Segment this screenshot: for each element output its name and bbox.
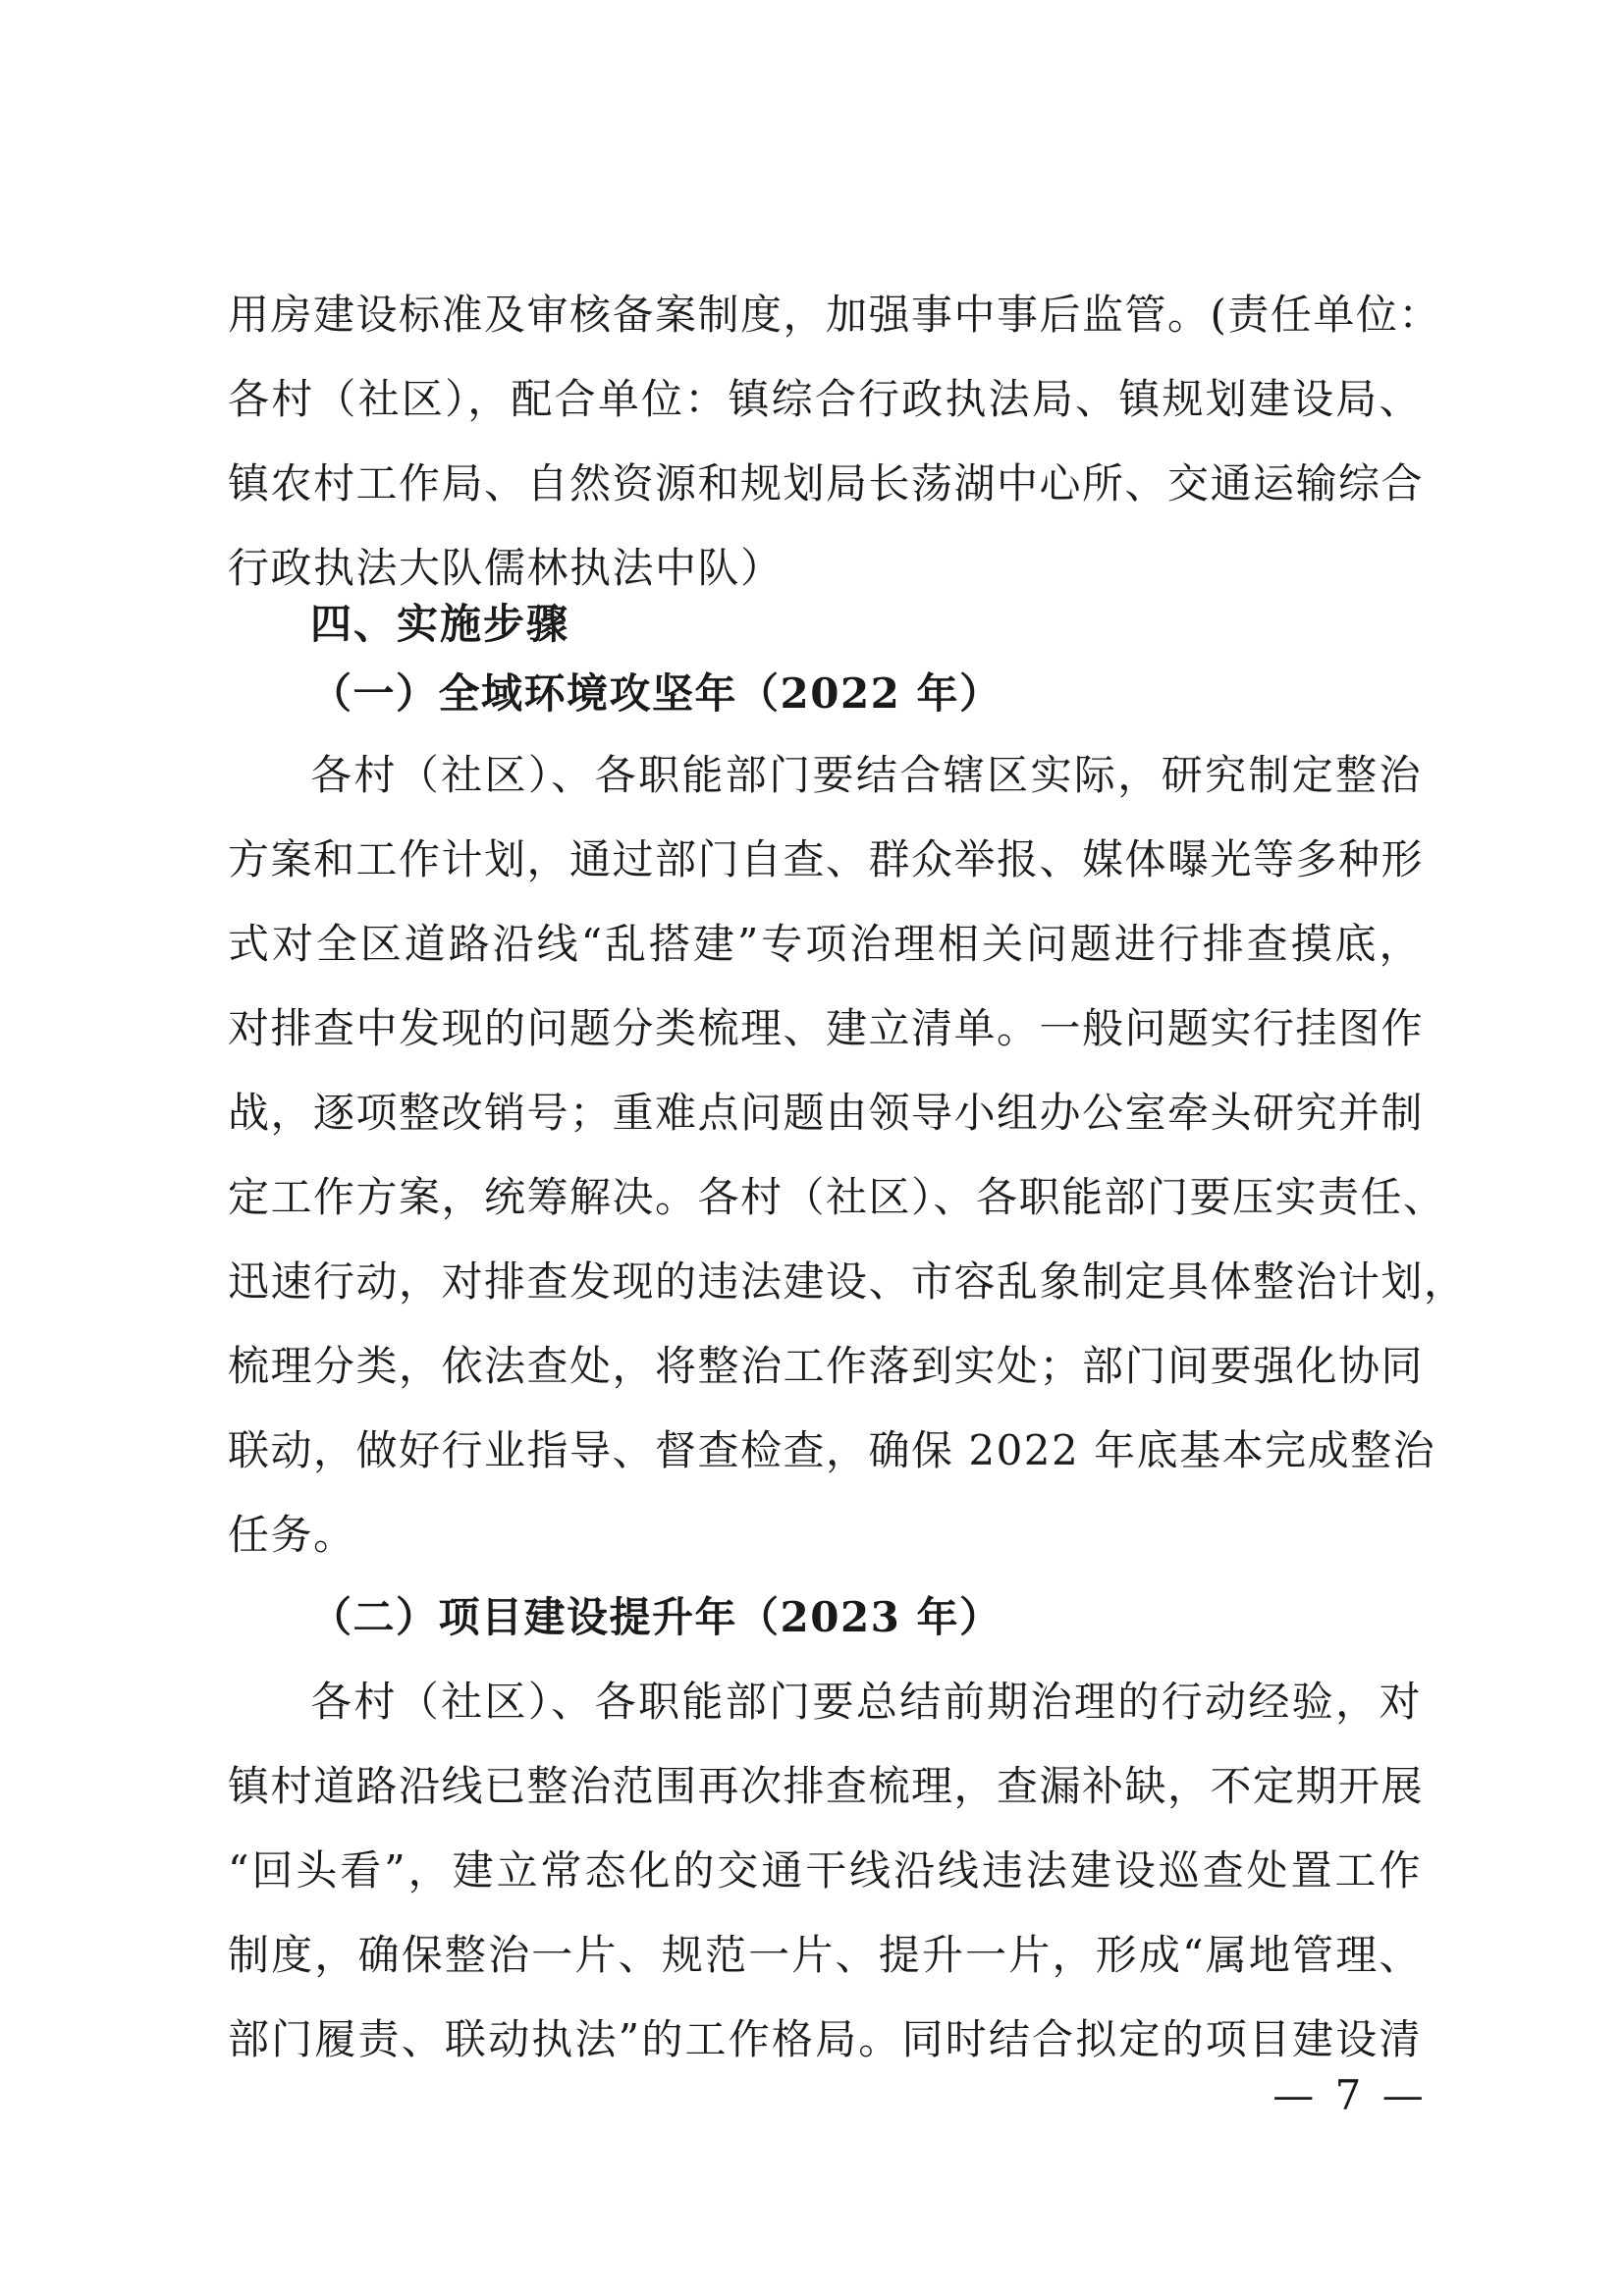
- body-line: 任务。: [228, 1511, 356, 1559]
- body-line: 用房建设标准及审核备案制度，加强事中事后监管。(责任单位：: [228, 291, 1441, 339]
- body-line: 式对全区道路沿线“乱搭建”专项治理相关问题进行排查摸底，: [228, 920, 1422, 968]
- subsection-heading: （一）全域环境攻坚年（2022 年）: [310, 669, 1002, 718]
- body-line: 梳理分类，依法查处，将整治工作落到实处；部门间要强化协同: [228, 1342, 1425, 1390]
- body-line: 迅速行动，对排查发现的违法建设、市容乱象制定具体整治计划，: [228, 1257, 1467, 1306]
- section-heading: 四、实施步骤: [310, 600, 570, 648]
- body-line: 部门履责、联动执法”的工作格局。同时结合拟定的项目建设清: [228, 2015, 1422, 2063]
- body-line: 制度，确保整治一片、规范一片、提升一片，形成“属地管理、: [228, 1931, 1422, 1979]
- subsection-heading: （二）项目建设提升年（2023 年）: [310, 1593, 1002, 1641]
- body-line: 联动，做好行业指导、督查检查，确保 2022 年底基本完成整治: [228, 1426, 1436, 1474]
- body-line: 各村（社区）、各职能部门要结合辖区实际，研究制定整治: [310, 751, 1422, 799]
- body-line: 行政执法大队儒林执法中队）: [228, 544, 784, 592]
- body-line: 战，逐项整改销号；重难点问题由领导小组办公室牵头研究并制: [228, 1089, 1425, 1137]
- body-line: 各村（社区）、各职能部门要总结前期治理的行动经验，对: [310, 1678, 1422, 1726]
- body-line: 定工作方案，统筹解决。各村（社区）、各职能部门要压实责任、: [228, 1173, 1446, 1221]
- page-number: — 7 —: [1272, 2071, 1428, 2119]
- body-line: 对排查中发现的问题分类梳理、建立清单。一般问题实行挂图作: [228, 1004, 1425, 1052]
- body-line: “回头看”，建立常态化的交通干线沿线违法建设巡查处置工作: [228, 1846, 1422, 1895]
- body-line: 各村（社区），配合单位：镇综合行政执法局、镇规划建设局、: [228, 375, 1422, 423]
- body-line: 镇村道路沿线已整治范围再次排查梳理，查漏补缺，不定期开展: [228, 1762, 1425, 1810]
- body-line: 方案和工作计划，通过部门自查、群众举报、媒体曝光等多种形: [228, 835, 1425, 883]
- body-line: 镇农村工作局、自然资源和规划局长荡湖中心所、交通运输综合: [228, 459, 1425, 507]
